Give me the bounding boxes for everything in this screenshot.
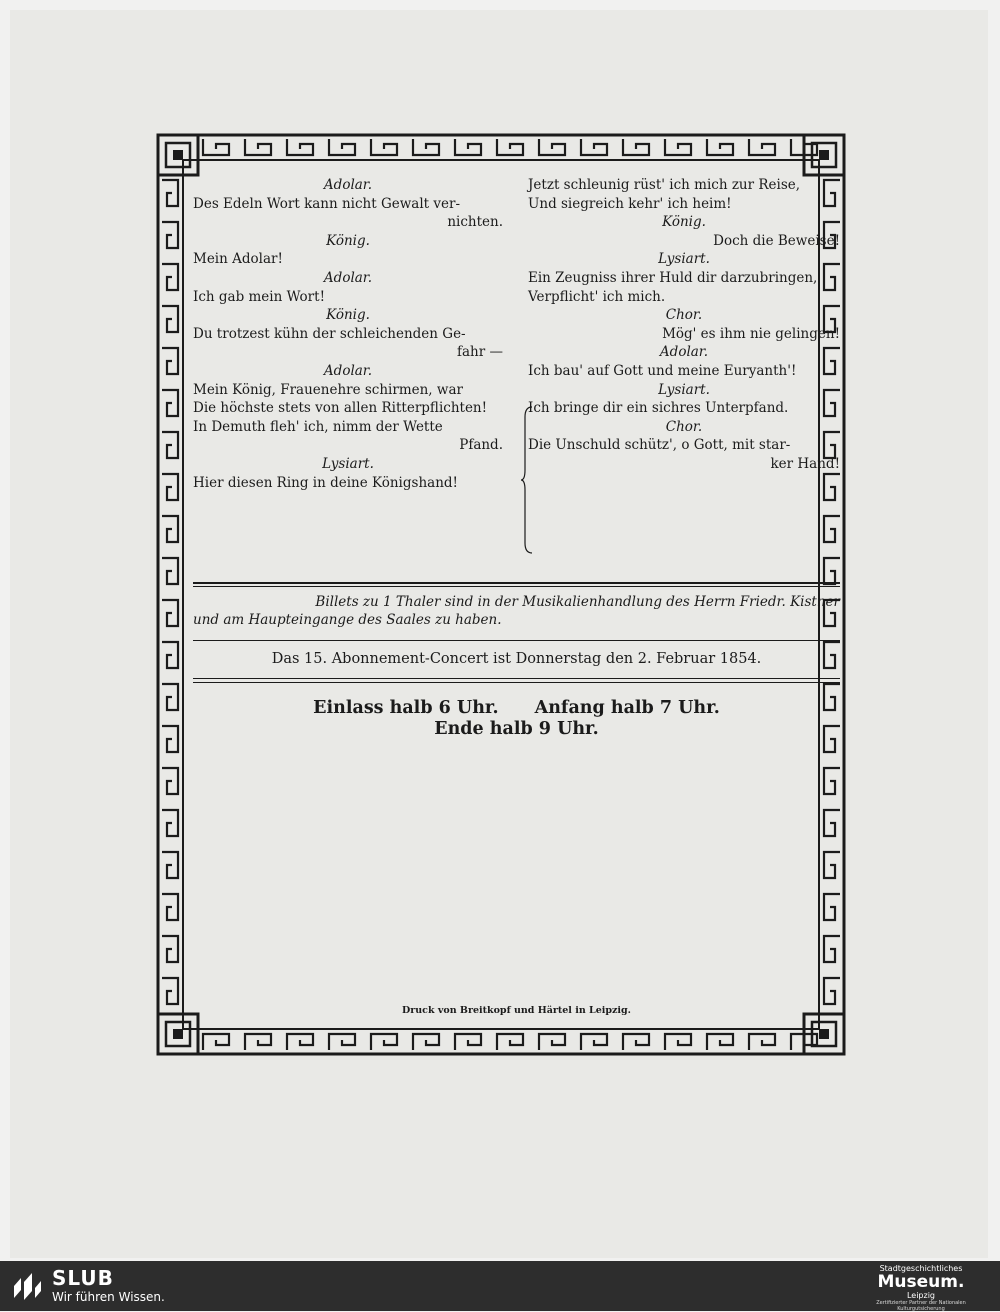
libretto-line-continuation: nichten. — [447, 214, 503, 231]
libretto-line: Ein Zeugniss ihrer Huld dir darzubringen, — [528, 269, 818, 286]
libretto-line: Die Unschuld schütz', o Gott, mit star- — [528, 437, 791, 454]
printer-imprint: Druck von Breitkopf und Härtel in Leipzig. — [402, 1005, 631, 1016]
divider-rule — [193, 678, 840, 679]
end-time: Ende halb 9 Uhr. — [434, 719, 599, 739]
viewer-footer — [0, 1261, 1000, 1311]
museum-city: Leipzig — [906, 1291, 936, 1300]
speaker-name: Chor. — [665, 307, 703, 324]
libretto-line: Mein König, Frauenehre schirmen, war — [193, 381, 463, 398]
concert-times — [193, 698, 840, 740]
museum-name: Museum. — [877, 1272, 965, 1292]
speaker-name: König. — [326, 307, 370, 324]
libretto-left-column — [193, 176, 503, 492]
libretto-line: In Demuth fleh' ich, nimm der Wette — [193, 418, 443, 435]
libretto-line: Ich gab mein Wort! — [193, 288, 325, 305]
libretto-line: Du trotzest kühn der schleichenden Ge- — [193, 325, 466, 342]
libretto-right-column — [528, 176, 840, 474]
libretto-line-continuation: fahr — — [457, 344, 503, 361]
libretto-line: Die höchste stets von allen Ritterpflichten! — [193, 400, 488, 417]
libretto-line: Mög' es ihm nie gelingen! — [662, 325, 840, 342]
libretto-line-continuation: Pfand. — [459, 437, 503, 454]
museum-note: Zertifizierter Partner der Nationalen Kulturgutsicherung — [876, 1300, 966, 1312]
slub-logo-icon[interactable] — [8, 1268, 46, 1306]
libretto-line: Und siegreich kehr' ich heim! — [528, 195, 732, 212]
admission-time: Einlass halb 6 Uhr. — [313, 698, 499, 718]
ticket-notice-line2: und am Haupteingange des Saales zu haben. — [193, 612, 502, 628]
speaker-name: Adolar. — [323, 177, 373, 193]
libretto-line: Hier diesen Ring in deine Königshand! — [193, 474, 458, 491]
divider-rule-thin — [193, 586, 840, 587]
speaker-name: Adolar. — [323, 269, 373, 286]
slub-brand[interactable]: SLUB — [52, 1266, 114, 1290]
speaker-name: Adolar. — [323, 362, 373, 379]
start-time: Anfang halb 7 Uhr. — [534, 698, 720, 718]
speaker-name: Lysiart. — [658, 381, 710, 398]
libretto-line-continuation: ker Hand! — [770, 455, 840, 472]
libretto-line: Doch die Beweise! — [713, 232, 840, 249]
next-concert-notice: Das 15. Abonnement-Concert ist Donnerstag den 2. Februar 1854. — [271, 651, 762, 667]
museum-pre: Stadtgeschichtliches — [879, 1264, 963, 1273]
ticket-notice — [193, 593, 840, 629]
speaker-name: Adolar. — [659, 344, 709, 361]
libretto-line: Ich bau' auf Gott und meine Euryanth'! — [528, 362, 797, 379]
ticket-notice-line1: Billets zu 1 Thaler sind in der Musikalienhandlung des Herrn Friedr. Kistner — [315, 594, 840, 610]
speaker-name: Lysiart. — [322, 455, 374, 472]
museum-logo[interactable] — [856, 1264, 986, 1312]
libretto-line: Jetzt schleunig rüst' ich mich zur Reise, — [528, 177, 801, 193]
speaker-name: König. — [662, 214, 706, 231]
speaker-name: Chor. — [665, 418, 703, 435]
libretto-line: Verpflicht' ich mich. — [528, 288, 666, 305]
libretto-line: Ich bringe dir ein sichres Unterpfand. — [528, 400, 789, 417]
speaker-name: König. — [326, 232, 370, 249]
speaker-name: Lysiart. — [658, 251, 710, 268]
slub-tagline: Wir führen Wissen. — [52, 1290, 165, 1304]
divider-rule — [193, 640, 840, 641]
divider-rule — [193, 682, 840, 683]
divider-rule — [193, 582, 840, 584]
chorus-brace — [520, 405, 534, 555]
libretto-line: Mein Adolar! — [193, 251, 283, 268]
libretto-line: Des Edeln Wort kann nicht Gewalt ver- — [193, 195, 461, 212]
